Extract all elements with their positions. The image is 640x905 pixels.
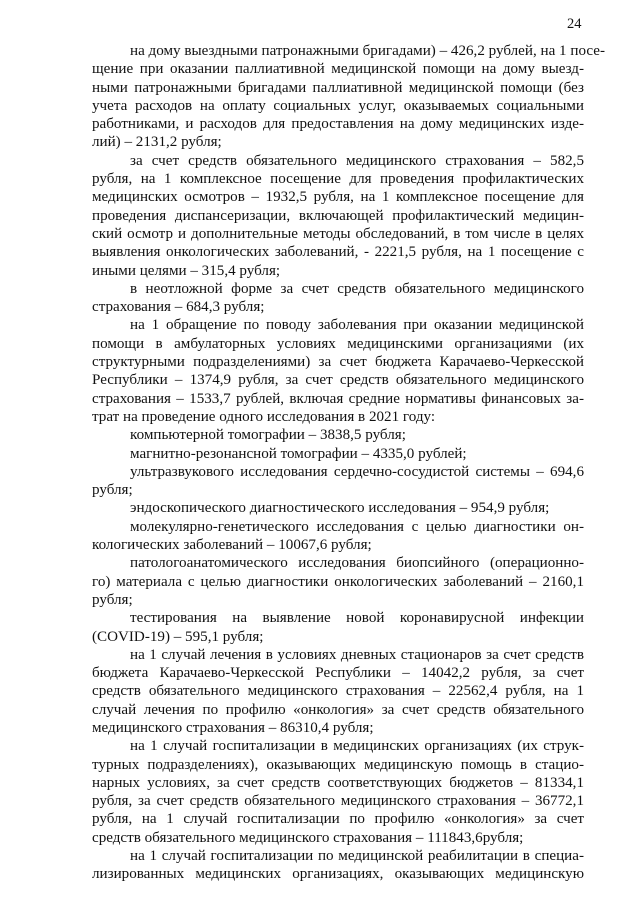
text-line: (COVID-19) – 595,1 рубля; xyxy=(92,628,264,645)
paragraph xyxy=(92,426,584,444)
text-line: на дому выездными патронажными бригадами) – 426,2 рублей, на 1 посе- xyxy=(130,43,605,59)
text-line: страхования – 684,3 рубля; xyxy=(92,299,265,316)
text-line: рубля, за счет средств обязательного медицинского страхования – 36772,1 xyxy=(92,793,584,810)
text-line: ский осмотр и дополнительные методы обследований, в том числе в целях xyxy=(92,225,584,242)
page-number: 24 xyxy=(567,16,582,32)
text-line: ультразвукового исследования сердечно-сосудистой системы – 694,6 xyxy=(130,463,584,480)
paragraph xyxy=(92,316,584,426)
paragraph xyxy=(92,42,605,152)
document-body xyxy=(92,42,605,884)
paragraph xyxy=(92,847,584,884)
text-line: случай лечения по профилю «онкология» за счет средств обязательного xyxy=(92,701,584,718)
text-line: рубля, на 1 комплексное посещение для проведения профилактических xyxy=(92,171,584,188)
text-line: на 1 случай госпитализации в медицинских организациях (их струк- xyxy=(130,738,584,755)
paragraph xyxy=(92,609,584,646)
text-line: средств обязательного медицинского страхования – 111843,6рубля; xyxy=(92,829,524,846)
text-line: Республики – 1374,9 рубля, за счет средств обязательного медицинского xyxy=(92,372,584,389)
paragraph xyxy=(92,518,584,555)
text-line: на 1 обращение по поводу заболевания при оказании медицинской xyxy=(130,317,584,334)
paragraph xyxy=(92,554,584,609)
paragraph xyxy=(92,445,584,463)
text-line: кологических заболеваний – 10067,6 рубля; xyxy=(92,537,372,554)
paragraph xyxy=(92,463,584,500)
text-line: рубля, на 1 случай госпитализации по профилю «онкология» за счет xyxy=(92,811,584,828)
text-line: го) материала с целью диагностики онкологических заболеваний – 2160,1 xyxy=(92,573,584,590)
text-line: лий) – 2131,2 рубля; xyxy=(92,134,222,151)
text-line: проведения диспансеризации, включающей профилактический медицин- xyxy=(92,207,584,224)
text-line: турных подразделениях), оказывающих медицинскую помощь в стацио- xyxy=(92,756,584,773)
paragraph xyxy=(92,152,584,280)
text-line: молекулярно-генетического исследования с целью диагностики он- xyxy=(130,518,584,535)
text-line: рубля; xyxy=(92,482,133,499)
paragraph xyxy=(92,646,584,737)
text-line: щение при оказании паллиативной медицинской помощи на дому выезд- xyxy=(92,61,584,78)
text-line: ными патронажными бригадами паллиативной медицинской помощи (без xyxy=(92,79,584,96)
text-line: компьютерной томографии – 3838,5 рубля; xyxy=(130,427,406,444)
paragraph xyxy=(92,737,584,847)
text-line: работниками, и расходов для предоставления на дому медицинских изде- xyxy=(92,116,584,133)
text-line: страхования – 1533,7 рублей, включая средние нормативы финансовых за- xyxy=(92,390,584,407)
text-line: помощи в амбулаторных условиях медицинскими организациями (их xyxy=(92,335,584,352)
text-line: медицинских осмотров – 1932,5 рубля, на 1 комплексное посещение для xyxy=(92,189,584,206)
text-line: иными целями – 315,4 рубля; xyxy=(92,262,281,279)
text-line: на 1 случай лечения в условиях дневных стационаров за счет средств xyxy=(130,646,584,663)
text-line: рубля; xyxy=(92,591,133,608)
text-line: патологоанатомического исследования биопсийного (операционно- xyxy=(130,555,584,572)
text-line: медицинского страхования – 86310,4 рубля; xyxy=(92,719,374,736)
text-line: лизированных медицинских организациях, оказывающих медицинскую xyxy=(92,866,584,883)
text-line: за счет средств обязательного медицинского страхования – 582,5 xyxy=(130,152,584,169)
paragraph xyxy=(92,280,584,317)
text-line: трат на проведение одного исследования в 2021 году: xyxy=(92,408,436,425)
text-line: структурными подразделениями) за счет бюджета Карачаево-Черкесской xyxy=(92,354,584,371)
text-line: бюджета Карачаево-Черкесской Республики – 14042,2 рубля, за счет xyxy=(92,665,584,682)
paragraph xyxy=(92,499,584,517)
text-line: эндоскопического диагностического исследования – 954,9 рубля; xyxy=(130,500,550,517)
text-line: выявления онкологических заболеваний, - 2221,5 рубля, на 1 посещение с xyxy=(92,244,584,261)
text-line: в неотложной форме за счет средств обязательного медицинского xyxy=(130,280,584,297)
text-line: на 1 случай госпитализации по медицинской реабилитации в специа- xyxy=(130,848,584,865)
text-line: магнитно-резонансной томографии – 4335,0 рублей; xyxy=(130,445,467,462)
text-line: средств обязательного медицинского страхования – 22562,4 рубля, на 1 xyxy=(92,683,584,700)
text-line: учета расходов на оплату социальных услуг, оказываемых социальными xyxy=(92,97,584,114)
text-line: нарных условиях, за счет средств соответствующих бюджетов – 81334,1 xyxy=(92,774,584,791)
text-line: тестирования на выявление новой коронавирусной инфекции xyxy=(130,610,584,627)
